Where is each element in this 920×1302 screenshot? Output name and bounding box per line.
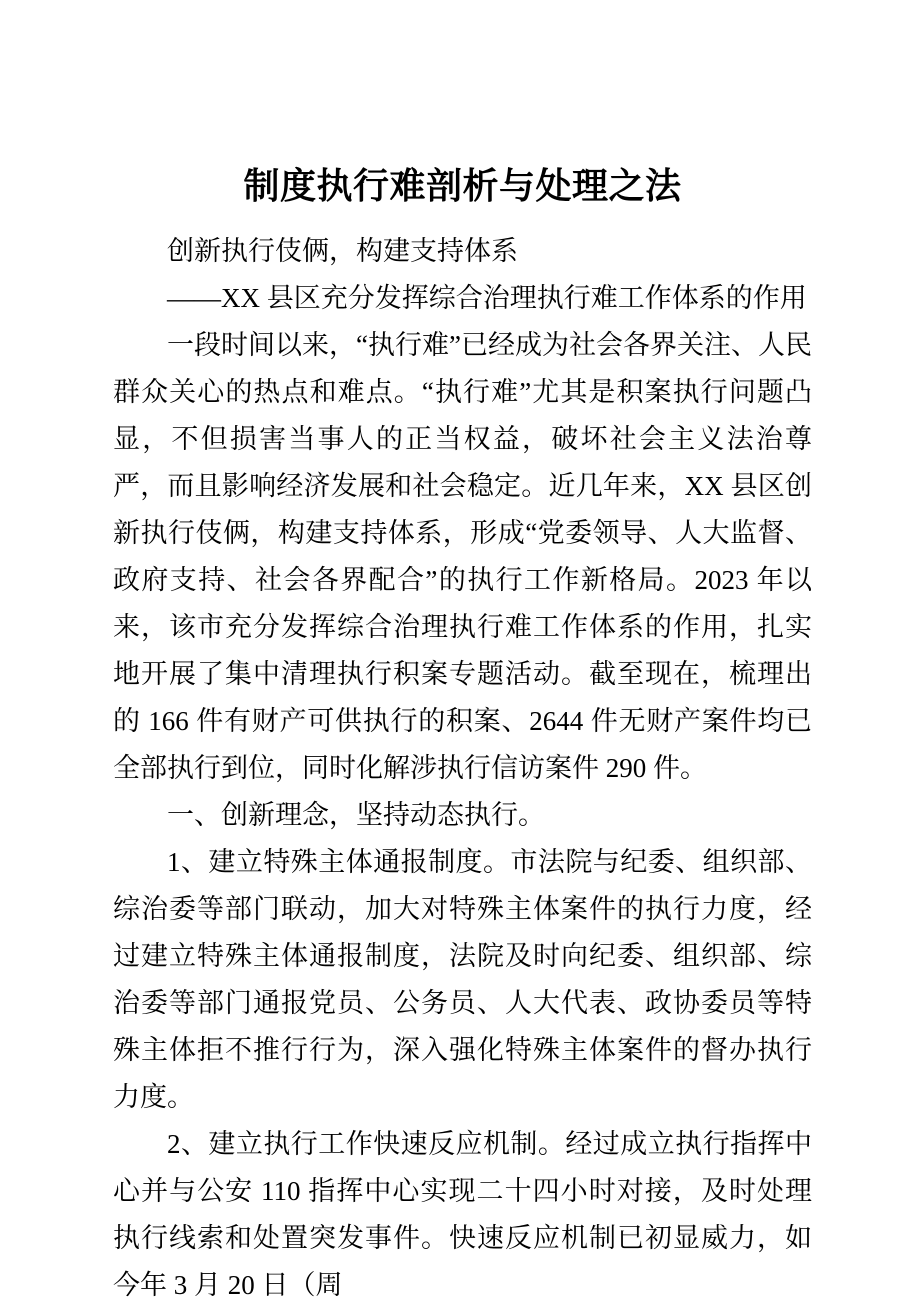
document-subtitle-line-2: ——XX 县区充分发挥综合治理执行难工作体系的作用 bbox=[167, 283, 807, 313]
document-subtitle-line-1: 创新执行伎俩，构建支持体系 bbox=[167, 236, 518, 266]
paragraph-item-2: 2、建立执行工作快速反应机制。经过成立执行指挥中心并与公安 110 指挥中心实现二十四小时对接，及时处理执行线索和处置突发事件。快速反应机制已初显威力，如今年 3 月 20 日（周 bbox=[113, 1129, 812, 1300]
paragraph-item-1: 1、建立特殊主体通报制度。市法院与纪委、组织部、综治委等部门联动，加大对特殊主体案件的执行力度，经过建立特殊主体通报制度，法院及时向纪委、组织部、综治委等部门通报党员、公务员、人大代表、政协委员等特殊主体拒不推行行为，深入强化特殊主体案件的督办执行力度。 bbox=[113, 847, 812, 1112]
document-title: 制度执行难剖析与处理之法 bbox=[243, 166, 682, 206]
paragraph-intro: 一段时间以来，“执行难”已经成为社会各界关注、人民群众关心的热点和难点。“执行难”尤其是积案执行问题凸显，不但损害当事人的正当权益，破坏社会主义法治尊严，而且影响经济发展和社会稳定。近几年来，XX 县区创新执行伎俩，构建支持体系，形成“党委领导、人大监督、政府支持、社会各界配合”的执行工作新格局。2023 年以来，该市充分发挥综合治理执行难工作体系的作用，扎实地开展了集中清理执行积案专题活动。截至现在，梳理出的 166 件有财产可供执行的积案、2644 件无财产案件均已全部执行到位，同时化解涉执行信访案件 290 件。 bbox=[113, 330, 812, 783]
section-heading-1: 一、创新理念，坚持动态执行。 bbox=[167, 800, 545, 830]
